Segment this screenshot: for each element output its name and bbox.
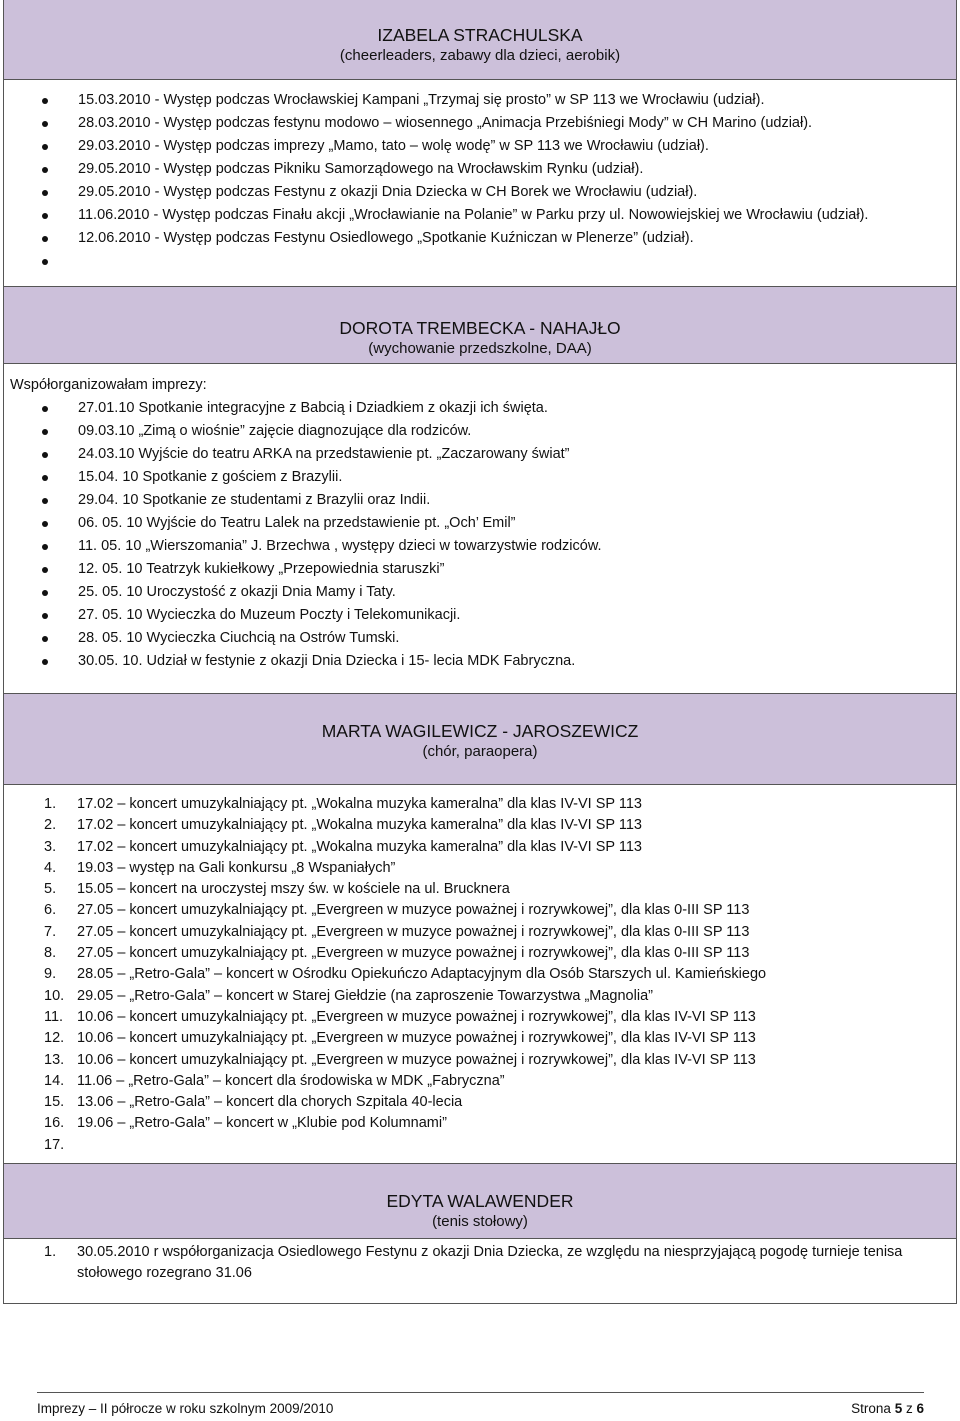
bullet-icon <box>42 659 48 665</box>
bullet-icon <box>42 429 48 435</box>
bullet-icon <box>42 167 48 173</box>
bullet-icon <box>42 144 48 150</box>
bullet-icon <box>42 475 48 481</box>
total-pages: 6 <box>916 1401 924 1416</box>
list-item <box>4 1113 956 1134</box>
bullet-icon <box>42 452 48 458</box>
item-text: 15.04. 10 Spotkanie z gościem z Brazylii. <box>78 469 343 485</box>
header-band-strachulska <box>4 0 956 80</box>
bullet-icon <box>42 590 48 596</box>
item-text: 27.05 – koncert umuzykalniający pt. „Evergreen w muzyce poważnej i rozrywkowej”, dla klas 0-III SP 113 <box>77 945 750 962</box>
item-text: 27. 05. 10 Wycieczka do Muzeum Poczty i Telekomunikacji. <box>78 607 461 623</box>
list-item <box>4 227 956 250</box>
item-text: 11.06.2010 - Występ podczas Finału akcji „Wrocławianie na Polanie” w Parku przy ul. Nowowiejskiej we Wrocławiu (udział). <box>78 207 869 223</box>
item-text: 17.02 – koncert umuzykalniający pt. „Wokalna muzyka kameralna” dla klas IV-VI SP 113 <box>77 796 642 812</box>
list-item <box>4 794 956 815</box>
item-text: 27.01.10 Spotkanie integracyjne z Babcią i Dziadkiem z okazji ich święta. <box>78 400 548 416</box>
list-item <box>4 900 956 921</box>
person-specialty: (cheerleaders, zabawy dla dzieci, aerobik) <box>339 47 621 64</box>
list-item <box>4 135 956 158</box>
item-text: 12. 05. 10 Teatrzyk kukiełkowy „Przepowiednia staruszki” <box>78 561 445 577</box>
header-band-trembecka <box>4 286 956 364</box>
item-number: 1. <box>44 796 57 812</box>
item-number: 8. <box>44 945 57 962</box>
item-text: 10.06 – koncert umuzykalniający pt. „Evergreen w muzyce poważnej i rozrywkowej”, dla klas IV-VI SP 113 <box>77 1008 756 1025</box>
page-number <box>851 1397 924 1421</box>
concert-list <box>4 794 956 1153</box>
item-number: 17. <box>44 1136 65 1153</box>
current-page: 5 <box>894 1401 903 1416</box>
item-text: 15.03.2010 - Występ podczas Wrocławskiej Kampani „Trzymaj się prosto” w SP 113 we Wrocławiu (udział). <box>78 92 765 108</box>
list-item <box>4 181 956 204</box>
item-text: 27.05 – koncert umuzykalniający pt. „Evergreen w muzyce poważnej i rozrywkowej”, dla klas 0-III SP 113 <box>77 923 750 940</box>
item-number: 1. <box>44 1244 57 1260</box>
list-item <box>4 443 956 466</box>
page-of: z <box>905 1401 913 1416</box>
bullet-icon <box>42 544 48 550</box>
person-name: IZABELA STRACHULSKA <box>377 25 583 45</box>
list-item <box>4 466 956 489</box>
item-number: 9. <box>44 966 57 983</box>
intro-text: Współorganizowałam imprezy: <box>10 377 207 393</box>
list-item <box>4 964 956 985</box>
item-text: 19.03 – występ na Gali konkursu „8 Wspaniałych” <box>77 859 396 876</box>
item-text: 11. 05. 10 „Wierszomania” J. Brzechwa , występy dzieci w towarzystwie rodziców. <box>78 538 602 554</box>
list-item <box>4 535 956 558</box>
item-text: 27.05 – koncert umuzykalniający pt. „Evergreen w muzyce poważnej i rozrywkowej”, dla klas 0-III SP 113 <box>77 902 750 919</box>
item-text: 28. 05. 10 Wycieczka Ciuchcią na Ostrów Tumski. <box>78 630 400 646</box>
item-number: 16. <box>44 1115 65 1132</box>
bullet-icon <box>42 213 48 219</box>
bullet-icon <box>42 636 48 642</box>
list-item <box>4 89 956 112</box>
list-item <box>4 650 956 673</box>
item-number: 15. <box>44 1094 65 1111</box>
item-text: 10.06 – koncert umuzykalniający pt. „Evergreen w muzyce poważnej i rozrywkowej”, dla klas IV-VI SP 113 <box>77 1030 756 1047</box>
item-text: 28.05 – „Retro-Gala” – koncert w Ośrodku Opiekuńczo Adaptacyjnym dla Osób Starszych ul. Kamieńskiego <box>77 966 767 983</box>
item-number: 14. <box>44 1072 65 1089</box>
section-trembecka <box>4 364 956 693</box>
item-text: 13.06 – „Retro-Gala” – koncert dla chorych Szpitala 40-lecia <box>77 1094 463 1111</box>
event-list <box>4 1242 956 1285</box>
bullet-icon <box>42 521 48 527</box>
item-number: 4. <box>44 859 57 876</box>
person-name: MARTA WAGILEWICZ - JAROSZEWICZ <box>321 721 639 741</box>
section-walawender <box>4 1239 956 1303</box>
list-item <box>4 158 956 181</box>
item-number: 3. <box>44 838 57 855</box>
item-text: 25. 05. 10 Uroczystość z okazji Dnia Mamy i Taty. <box>78 584 396 600</box>
list-item <box>4 1007 956 1028</box>
list-item <box>4 512 956 535</box>
list-item <box>4 837 956 858</box>
item-number: 2. <box>44 817 57 834</box>
header-band-wagilewicz <box>4 693 956 785</box>
bullet-icon <box>42 498 48 504</box>
list-item <box>4 1028 956 1049</box>
list-item <box>4 397 956 420</box>
list-item <box>4 604 956 627</box>
item-text: 29.03.2010 - Występ podczas imprezy „Mamo, tato – wolę wodę” w SP 113 we Wrocławiu (udział). <box>78 138 709 154</box>
item-text: 12.06.2010 - Występ podczas Festynu Osiedlowego „Spotkanie Kuźniczan w Plenerze” (udział). <box>78 230 694 246</box>
list-item <box>4 420 956 443</box>
footer-title: Imprezy – II półrocze w roku szkolnym 2009/2010 <box>37 1401 334 1416</box>
list-item <box>4 922 956 943</box>
bullet-icon <box>42 236 48 242</box>
bullet-icon <box>42 613 48 619</box>
list-item <box>4 1071 956 1092</box>
item-text: 29.05.2010 - Występ podczas Festynu z okazji Dnia Dziecka w CH Borek we Wrocławiu (udział). <box>78 184 698 200</box>
item-text: 29.05 – „Retro-Gala” – koncert w Starej Giełdzie (na zaproszenie Towarzystwa „Magnolia” <box>77 987 653 1004</box>
event-list <box>4 397 956 673</box>
section-wagilewicz <box>4 785 956 1163</box>
item-number: 7. <box>44 923 57 940</box>
person-name: DOROTA TREMBECKA - NAHAJŁO <box>339 318 621 338</box>
item-text: 06. 05. 10 Wyjście do Teatru Lalek na przedstawienie pt. „Och’ Emil” <box>78 515 516 531</box>
section-strachulska <box>4 80 956 286</box>
list-item <box>4 943 956 964</box>
list-item <box>4 986 956 1007</box>
list-item <box>4 581 956 604</box>
list-item <box>4 879 956 900</box>
list-item <box>4 858 956 879</box>
item-number: 6. <box>44 902 57 919</box>
item-text: 29.04. 10 Spotkanie ze studentami z Brazylii oraz Indii. <box>78 492 431 508</box>
person-specialty: (chór, paraopera) <box>422 743 538 760</box>
item-text: 30.05.2010 r współorganizacja Osiedlowego Festynu z okazji Dnia Dziecka, ze względu na niesprzyjającą pogodę turnieje tenisa stołowego rozegrano 31.06 <box>77 1244 903 1282</box>
item-text: 30.05. 10. Udział w festynie z okazji Dnia Dziecka i 15- lecia MDK Fabryczna. <box>78 653 576 669</box>
list-item <box>4 558 956 581</box>
item-text: 17.02 – koncert umuzykalniający pt. „Wokalna muzyka kameralna” dla klas IV-VI SP 113 <box>77 838 642 855</box>
bullet-icon <box>42 190 48 196</box>
item-number: 10. <box>44 987 65 1004</box>
list-item <box>4 1242 956 1285</box>
person-specialty: (tenis stołowy) <box>432 1213 528 1230</box>
list-item <box>4 112 956 135</box>
person-name: EDYTA WALAWENDER <box>386 1191 574 1211</box>
item-text: 29.05.2010 - Występ podczas Pikniku Samorządowego na Wrocławskim Rynku (udział). <box>78 161 644 177</box>
list-item <box>4 627 956 650</box>
bullet-icon <box>42 259 48 265</box>
item-number: 11. <box>44 1008 64 1025</box>
item-text: 10.06 – koncert umuzykalniający pt. „Evergreen w muzyce poważnej i rozrywkowej”, dla klas IV-VI SP 113 <box>77 1051 756 1068</box>
list-item <box>4 1050 956 1071</box>
item-number: 5. <box>44 881 57 898</box>
item-text: 17.02 – koncert umuzykalniający pt. „Wokalna muzyka kameralna” dla klas IV-VI SP 113 <box>77 817 642 834</box>
item-text: 11.06 – „Retro-Gala” – koncert dla środowiska w MDK „Fabryczna” <box>77 1072 505 1089</box>
person-specialty: (wychowanie przedszkolne, DAA) <box>368 340 592 357</box>
bullet-icon <box>42 121 48 127</box>
page-footer <box>37 1392 924 1417</box>
list-item <box>4 815 956 836</box>
item-text: 19.06 – „Retro-Gala” – koncert w „Klubie pod Kolumnami” <box>77 1115 447 1132</box>
list-item <box>4 489 956 512</box>
item-text: 24.03.10 Wyjście do teatru ARKA na przedstawienie pt. „Zaczarowany świat” <box>78 446 570 462</box>
item-text: 09.03.10 „Zimą o wiośnie” zajęcie diagnozujące dla rodziców. <box>78 423 472 439</box>
item-number: 12. <box>44 1030 65 1047</box>
bullet-icon <box>42 406 48 412</box>
item-text: 15.05 – koncert na uroczystej mszy św. w kościele na ul. Brucknera <box>77 881 510 898</box>
event-list <box>4 89 956 250</box>
list-item <box>4 1092 956 1113</box>
header-band-walawender <box>4 1163 956 1239</box>
item-number: 13. <box>44 1051 65 1068</box>
item-text: 28.03.2010 - Występ podczas festynu modowo – wiosennego „Animacja Przebiśniegi Mody” w CH Marino (udział). <box>78 115 813 131</box>
bullet-icon <box>42 98 48 104</box>
document-frame <box>3 0 957 1304</box>
list-item <box>4 204 956 227</box>
bullet-icon <box>42 567 48 573</box>
page-label: Strona <box>851 1401 891 1416</box>
